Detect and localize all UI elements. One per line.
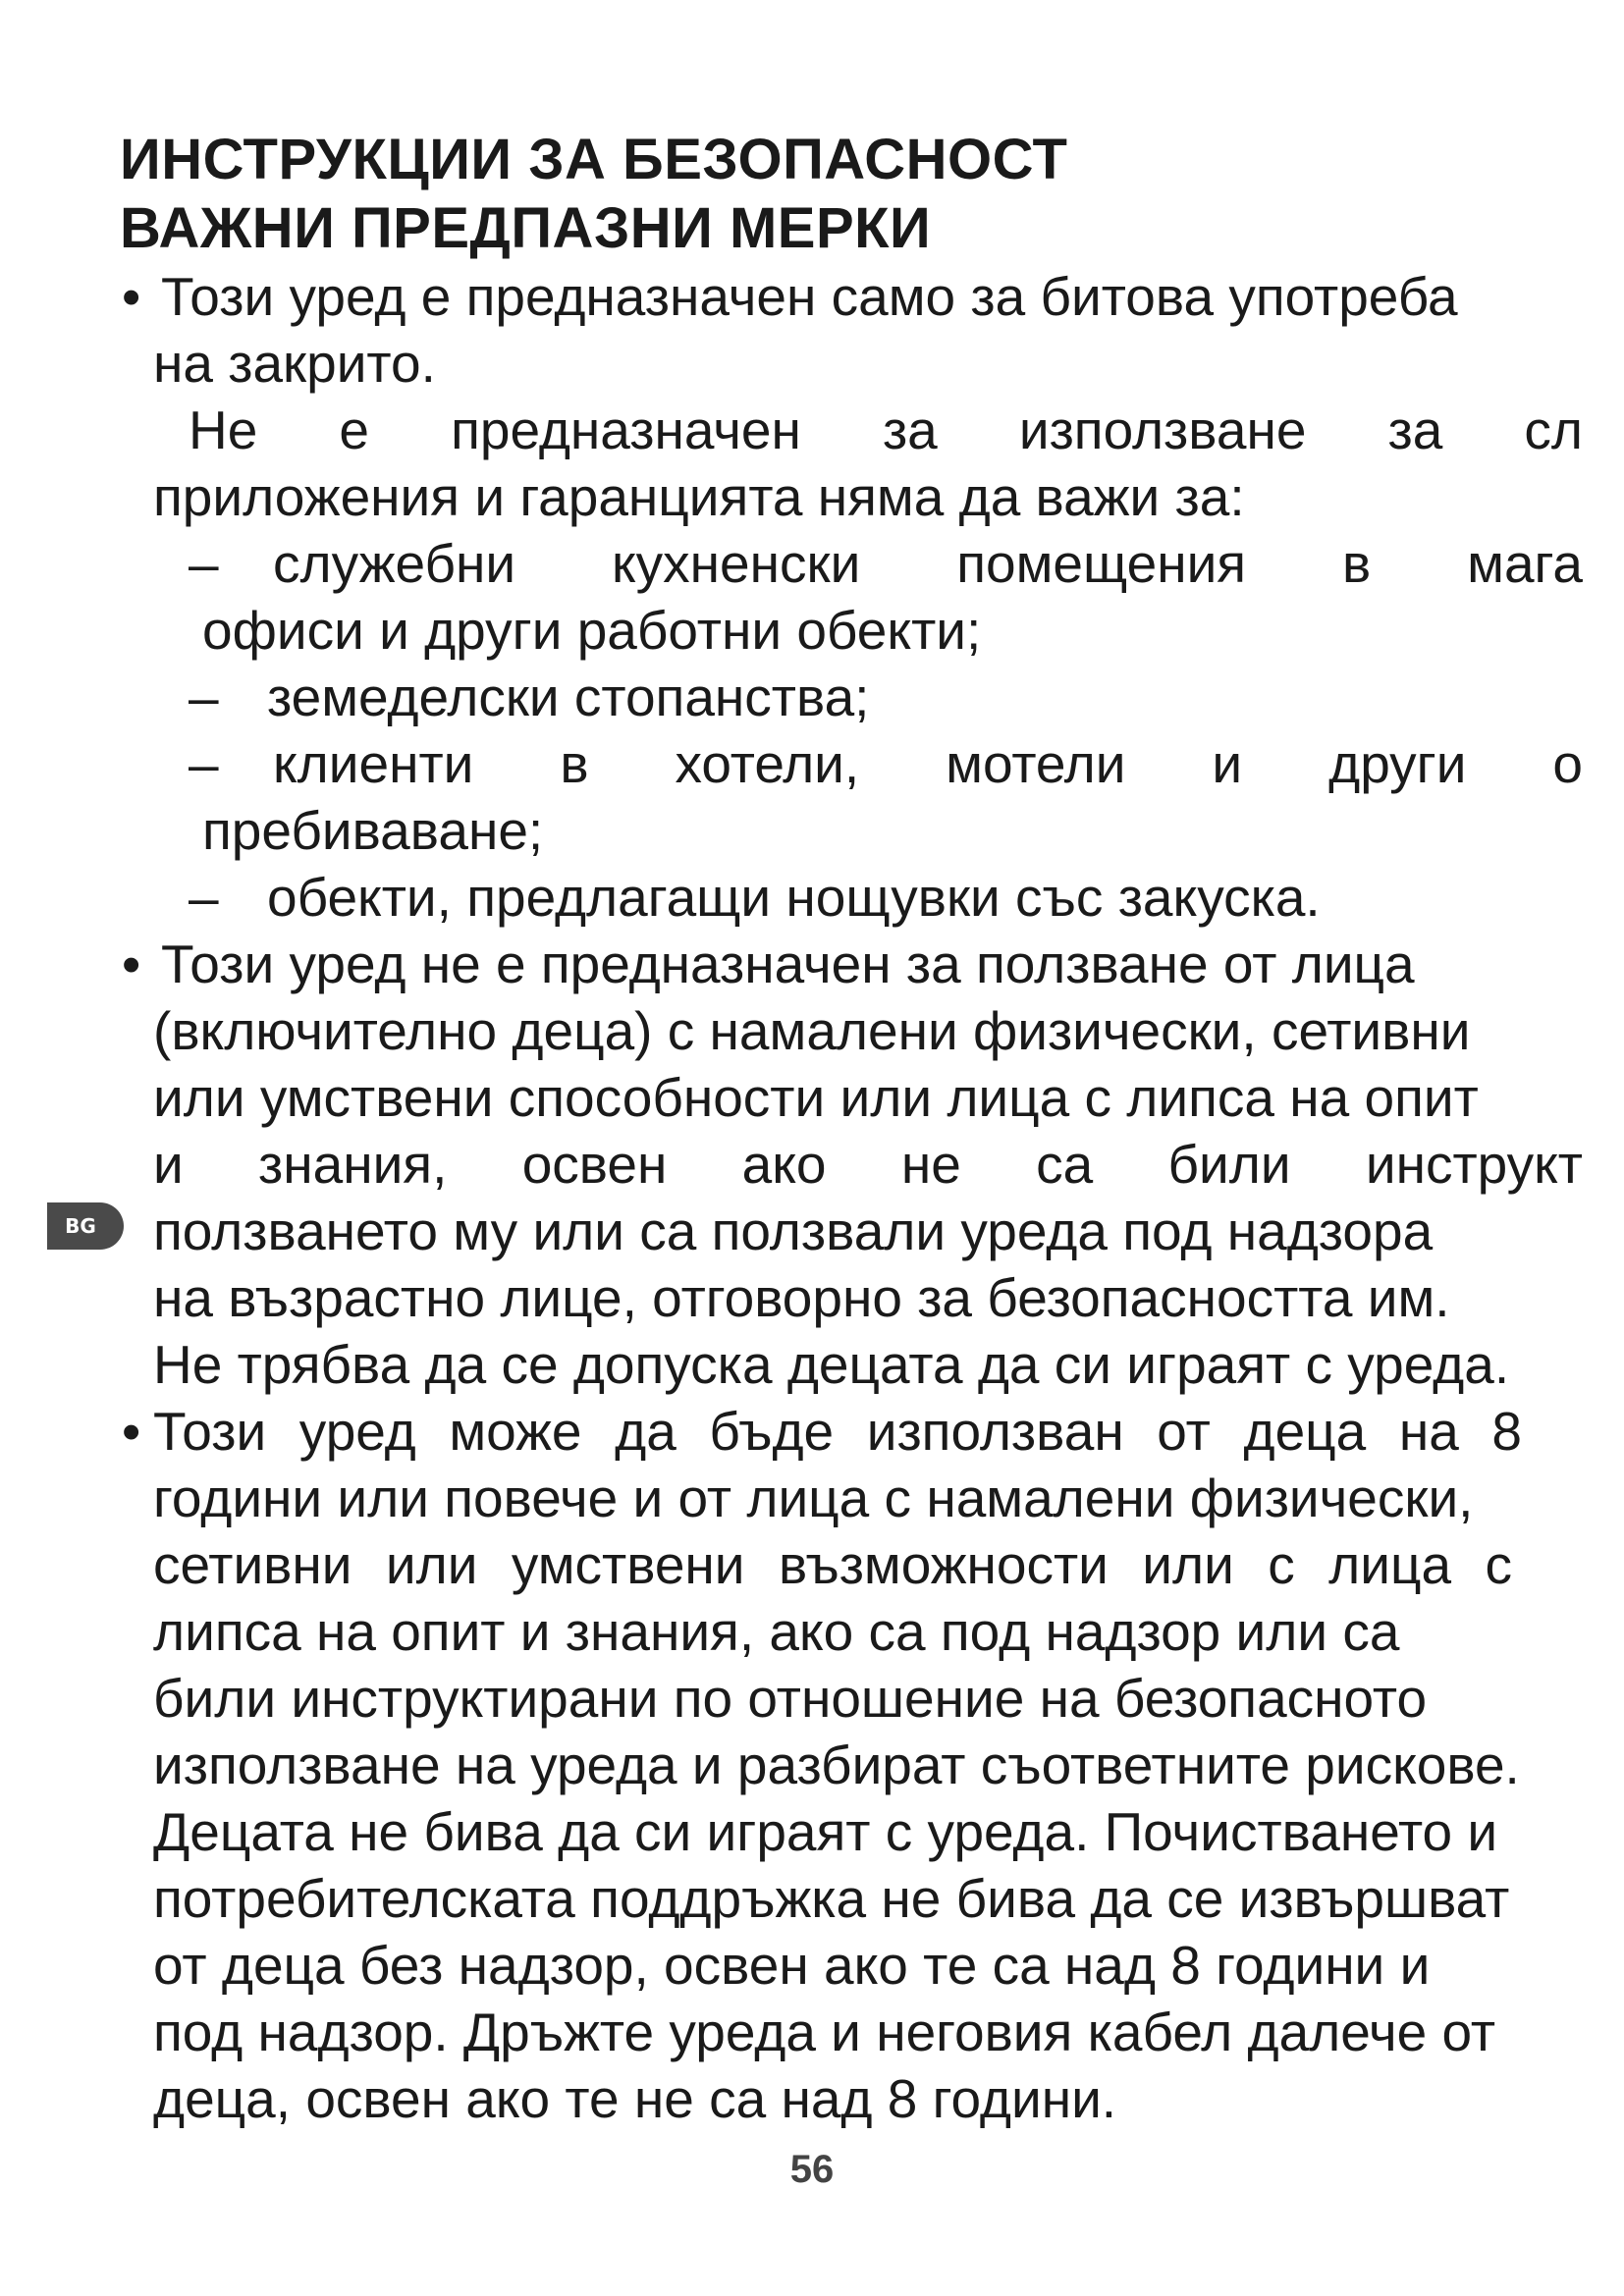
paragraph-line: Не е предназначен за използване за сл — [189, 400, 1583, 460]
list-item: обекти, предлагащи нощувки със закуска. — [267, 867, 1321, 928]
paragraph-line: ползването му или са ползвали уреда под надзора — [153, 1201, 1434, 1261]
dash-marker: – — [189, 867, 219, 928]
dash-marker: – — [189, 667, 219, 727]
paragraph-line: приложения и гаранцията няма да важи за: — [153, 466, 1245, 527]
paragraph-line: години или повече и от лица с намалени физически, — [153, 1468, 1474, 1528]
paragraph-line: (включително деца) с намалени физически, сетивни — [153, 1000, 1471, 1061]
paragraph-line: били инструктирани по отношение на безопасното — [153, 1668, 1428, 1729]
paragraph-line: Този уред може да бъде използван от деца на 8 — [153, 1401, 1522, 1462]
list-item: земеделски стопанства; — [267, 667, 870, 727]
paragraph-line: на закрито. — [153, 333, 436, 394]
page-subtitle: ВАЖНИ ПРЕДПАЗНИ МЕРКИ — [120, 196, 932, 260]
list-item: пребиваване; — [202, 800, 544, 861]
paragraph-line: потребителската поддръжка не бива да се извършват — [153, 1868, 1510, 1929]
dash-marker: – — [189, 533, 219, 594]
language-tab: BG — [47, 1202, 124, 1250]
paragraph-line: Не трябва да се допуска децата да си играят с уреда. — [153, 1334, 1510, 1395]
paragraph-line: на възрастно лице, отговорно за безопасността им. — [153, 1267, 1450, 1328]
paragraph-line: Този уред не е предназначен за ползване от лица — [161, 934, 1415, 994]
paragraph-line: липса на опит и знания, ако са под надзор или са — [153, 1601, 1400, 1662]
dash-marker: – — [189, 733, 219, 794]
paragraph-line: и знания, освен ако не са били инструкт — [153, 1134, 1583, 1195]
bullet-marker: • — [122, 266, 141, 327]
paragraph-line: Този уред е предназначен само за битова употреба — [161, 266, 1458, 327]
page-title: ИНСТРУКЦИИ ЗА БЕЗОПАСНОСТ — [120, 128, 1068, 191]
paragraph-line: Децата не бива да си играят с уреда. Почистването и — [153, 1801, 1498, 1862]
paragraph-line: под надзор. Дръжте уреда и неговия кабел далече от — [153, 2002, 1496, 2062]
bullet-marker: • — [122, 1401, 141, 1462]
list-item: офиси и други работни обекти; — [202, 600, 982, 661]
paragraph-line: деца, освен ако те не са над 8 години. — [153, 2068, 1117, 2129]
paragraph-line: сетивни или умствени възможности или с лица с — [153, 1534, 1512, 1595]
paragraph-line: от деца без надзор, освен ако те са над 8 години и — [153, 1935, 1431, 1996]
list-item: клиенти в хотели, мотели и други о — [273, 733, 1583, 794]
page-number: 56 — [789, 2148, 835, 2191]
paragraph-line: или умствени способности или лица с липса на опит — [153, 1067, 1479, 1128]
list-item: служебни кухненски помещения в мага — [273, 533, 1583, 594]
paragraph-line: използване на уреда и разбират съответните рискове. — [153, 1735, 1520, 1795]
bullet-marker: • — [122, 934, 141, 994]
